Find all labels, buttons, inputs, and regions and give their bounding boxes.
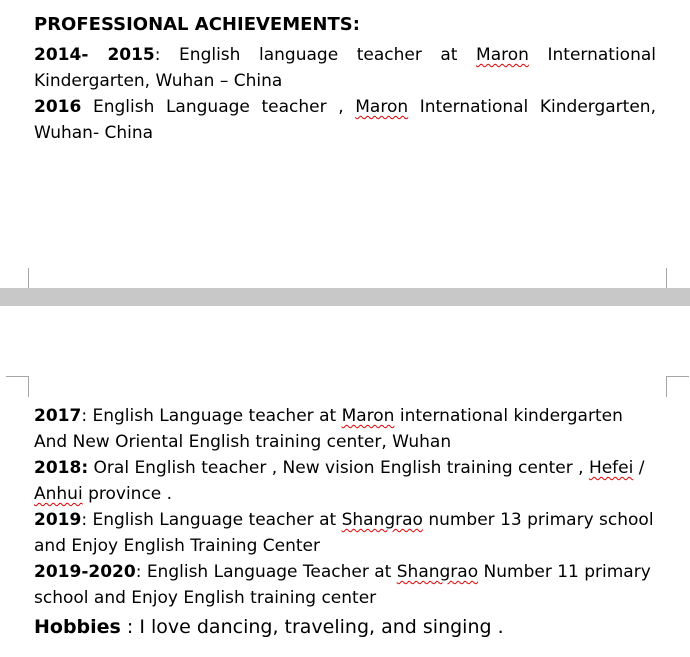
entry-year: 2019 [34, 510, 82, 530]
entry-role: : English language teacher at [154, 45, 477, 65]
entry-org: Maron [355, 97, 409, 117]
entry-rest: International Kindergarten, Wuhan – China [34, 45, 656, 91]
entry-year: 2018: [34, 458, 89, 478]
entry-role: Oral English teacher , New vision English training center , [88, 458, 589, 478]
page-break-gap [0, 288, 690, 306]
entry-org-2: Anhui [34, 484, 83, 504]
entry-role: : English Language teacher at [81, 406, 342, 426]
entry-org: Hefei [588, 458, 634, 478]
hobbies-line [34, 612, 656, 642]
entry-role: : English Language teacher at [81, 510, 342, 530]
entry-year: 2014- 2015 [34, 45, 155, 65]
achievement-entry [34, 559, 656, 611]
achievement-entry [34, 507, 656, 559]
entry-rest: number 13 primary school and Enjoy English Training Center [34, 510, 654, 556]
entry-year: 2019-2020 [34, 562, 136, 582]
entry-separator: / [633, 458, 645, 478]
achievement-entry [34, 42, 656, 94]
hobbies-label: Hobbies [34, 616, 121, 638]
entry-org: Shangrao [341, 510, 423, 530]
entry-role: : English Language Teacher at [135, 562, 397, 582]
margin-mark-top-right [666, 376, 689, 397]
section-title: PROFESSIONAL ACHIEVEMENTS: [34, 14, 360, 35]
entry-org: Shangrao [396, 562, 479, 582]
entry-org: Maron [476, 45, 529, 65]
document-page-1 [0, 0, 690, 288]
hobbies-text: : I love dancing, traveling, and singing . [120, 616, 504, 638]
entry-role: English Language teacher , [81, 97, 356, 117]
achievements-list-page-1 [34, 42, 656, 146]
achievement-entry [34, 94, 656, 146]
entry-rest: International Kindergarten, Wuhan- China [34, 97, 656, 143]
achievements-list-page-2 [34, 403, 656, 642]
entry-rest: international kindergarten And New Oriental English training center, Wuhan [34, 406, 623, 452]
achievement-entry [34, 403, 656, 455]
entry-rest: Number 11 primary school and Enjoy English training center [34, 562, 651, 608]
entry-rest: province . [82, 484, 173, 504]
margin-mark-top-left [6, 376, 29, 397]
margin-mark-bottom-left [6, 268, 29, 289]
margin-mark-bottom-right [666, 268, 689, 289]
entry-year: 2016 [34, 97, 82, 117]
entry-org: Maron [341, 406, 395, 426]
entry-year: 2017 [34, 406, 82, 426]
achievement-entry [34, 455, 656, 507]
